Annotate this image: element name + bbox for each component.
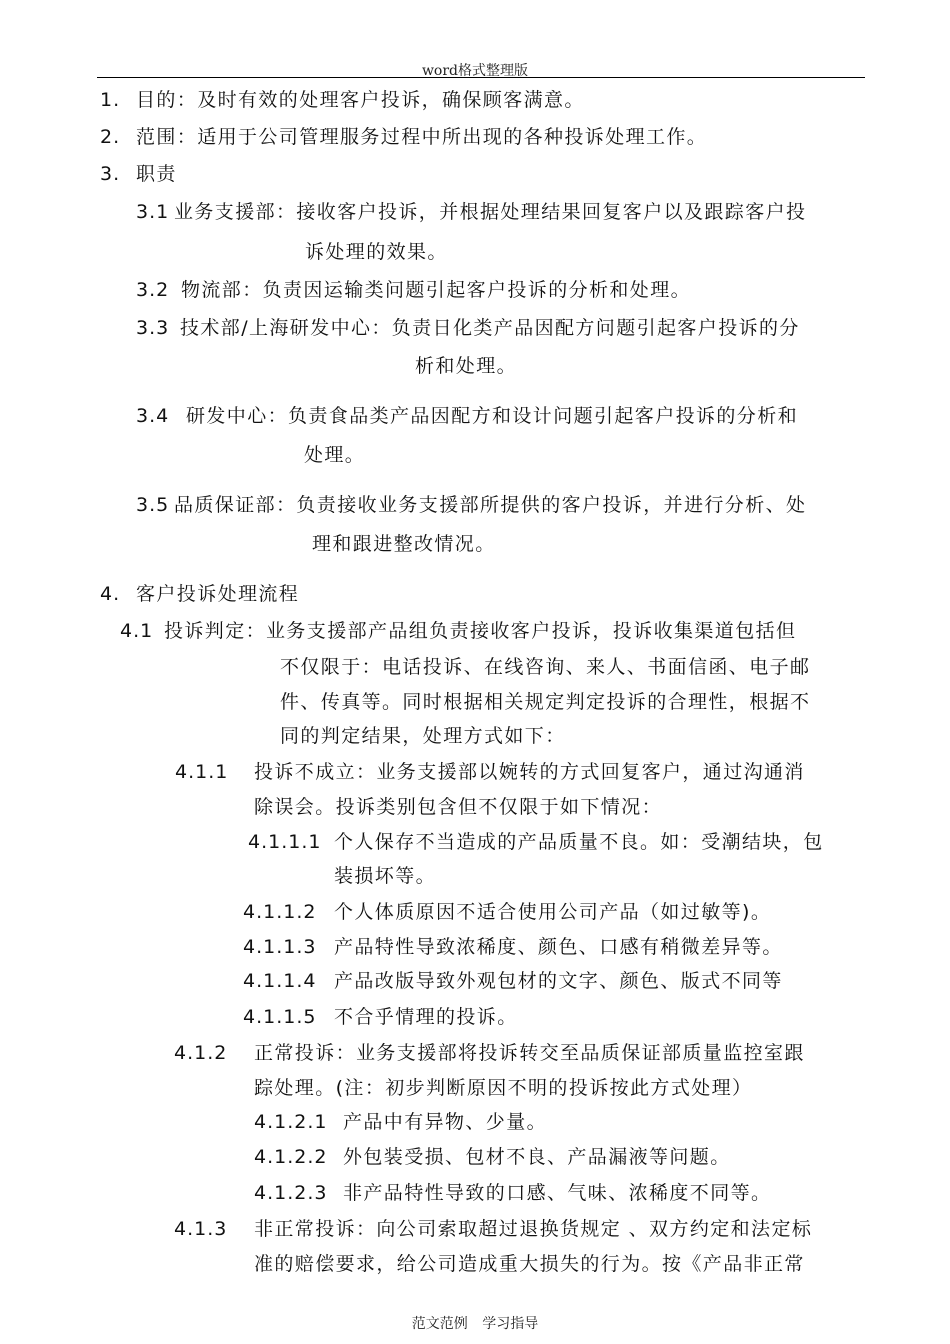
item-continuation: 除误会。投诉类别包含但不仅限于如下情况： [254, 796, 663, 818]
item-continuation: 件、传真等。同时根据相关规定判定投诉的合理性，根据不 [280, 691, 811, 713]
item-number: 4.1.1.1 [248, 831, 322, 853]
item-text: 正常投诉：业务支援部将投诉转交至品质保证部质量监控室跟 [254, 1042, 805, 1064]
item-text: 非产品特性导致的口感、气味、浓稀度不同等。 [343, 1182, 772, 1204]
item-number: 4.1.1.5 [243, 1006, 317, 1028]
item-text: 不合乎情理的投诉。 [334, 1006, 518, 1028]
item-number: 4.1.2 [174, 1042, 228, 1064]
item-number: 4. [100, 583, 121, 605]
item-number: 2. [100, 126, 121, 148]
item-text: 投诉不成立：业务支援部以婉转的方式回复客户，通过沟通消 [254, 761, 805, 783]
item-number: 4.1.2.2 [254, 1146, 328, 1168]
item-text: 职责 [136, 163, 177, 185]
item-number: 4.1.1.2 [243, 901, 317, 923]
item-number: 3.5 [136, 494, 170, 516]
item-text: 目的：及时有效的处理客户投诉，确保顾客满意。 [136, 89, 585, 111]
item-text: 物流部：负责因运输类问题引起客户投诉的分析和处理。 [181, 279, 692, 301]
item-number: 4.1.2.3 [254, 1182, 328, 1204]
item-text: 外包装受损、包材不良、产品漏液等问题。 [343, 1146, 731, 1168]
item-continuation: 踪处理。(注：初步判断原因不明的投诉按此方式处理） [254, 1077, 753, 1099]
item-number: 4.1 [120, 620, 154, 642]
item-text: 投诉判定：业务支援部产品组负责接收客户投诉，投诉收集渠道包括但 [164, 620, 797, 642]
item-number: 1. [100, 89, 121, 111]
page-header: word格式整理版 [421, 63, 529, 79]
item-number: 4.1.2.1 [254, 1111, 328, 1133]
item-text: 非正常投诉：向公司索取超过退换货规定 、双方约定和法定标 [254, 1218, 813, 1240]
item-continuation: 不仅限于：电话投诉、在线咨询、来人、书面信函、电子邮 [280, 656, 811, 678]
item-text: 技术部/上海研发中心：负责日化类产品因配方问题引起客户投诉的分 [180, 317, 800, 339]
item-continuation: 同的判定结果，处理方式如下： [280, 725, 566, 747]
item-continuation: 理和跟进整改情况。 [312, 533, 496, 555]
item-text: 研发中心：负责食品类产品因配方和设计问题引起客户投诉的分析和 [186, 405, 799, 427]
item-text: 个人体质原因不适合使用公司产品（如过敏等)。 [334, 901, 772, 923]
item-number: 4.1.1.3 [243, 936, 317, 958]
item-continuation: 析和处理。 [415, 355, 518, 377]
item-text: 个人保存不当造成的产品质量不良。如：受潮结块，包 [334, 831, 824, 853]
item-number: 3.4 [136, 405, 170, 427]
item-number: 4.1.1 [175, 761, 229, 783]
item-number: 3.3 [136, 317, 170, 339]
item-continuation: 诉处理的效果。 [305, 241, 448, 263]
item-number: 3.2 [136, 279, 170, 301]
item-text: 产品中有异物、少量。 [343, 1111, 548, 1133]
page-footer: 范文范例 学习指导 [411, 1316, 539, 1332]
item-number: 3. [100, 163, 121, 185]
item-text: 品质保证部：负责接收业务支援部所提供的客户投诉，并进行分析、处 [174, 494, 807, 516]
item-continuation: 处理。 [304, 444, 366, 466]
item-number: 4.1.1.4 [243, 970, 317, 992]
item-number: 4.1.3 [174, 1218, 228, 1240]
header-rule [97, 77, 865, 78]
item-text: 客户投诉处理流程 [136, 583, 300, 605]
item-number: 3.1 [136, 201, 170, 223]
item-text: 范围：适用于公司管理服务过程中所出现的各种投诉处理工作。 [136, 126, 708, 148]
item-text: 产品改版导致外观包材的文字、颜色、版式不同等 [334, 970, 783, 992]
item-continuation: 装损坏等。 [334, 865, 437, 887]
item-continuation: 准的赔偿要求，给公司造成重大损失的行为。按《产品非正常 [254, 1253, 805, 1275]
item-text: 业务支援部：接收客户投诉，并根据处理结果回复客户以及跟踪客户投 [174, 201, 807, 223]
item-text: 产品特性导致浓稀度、颜色、口感有稍微差异等。 [334, 936, 783, 958]
